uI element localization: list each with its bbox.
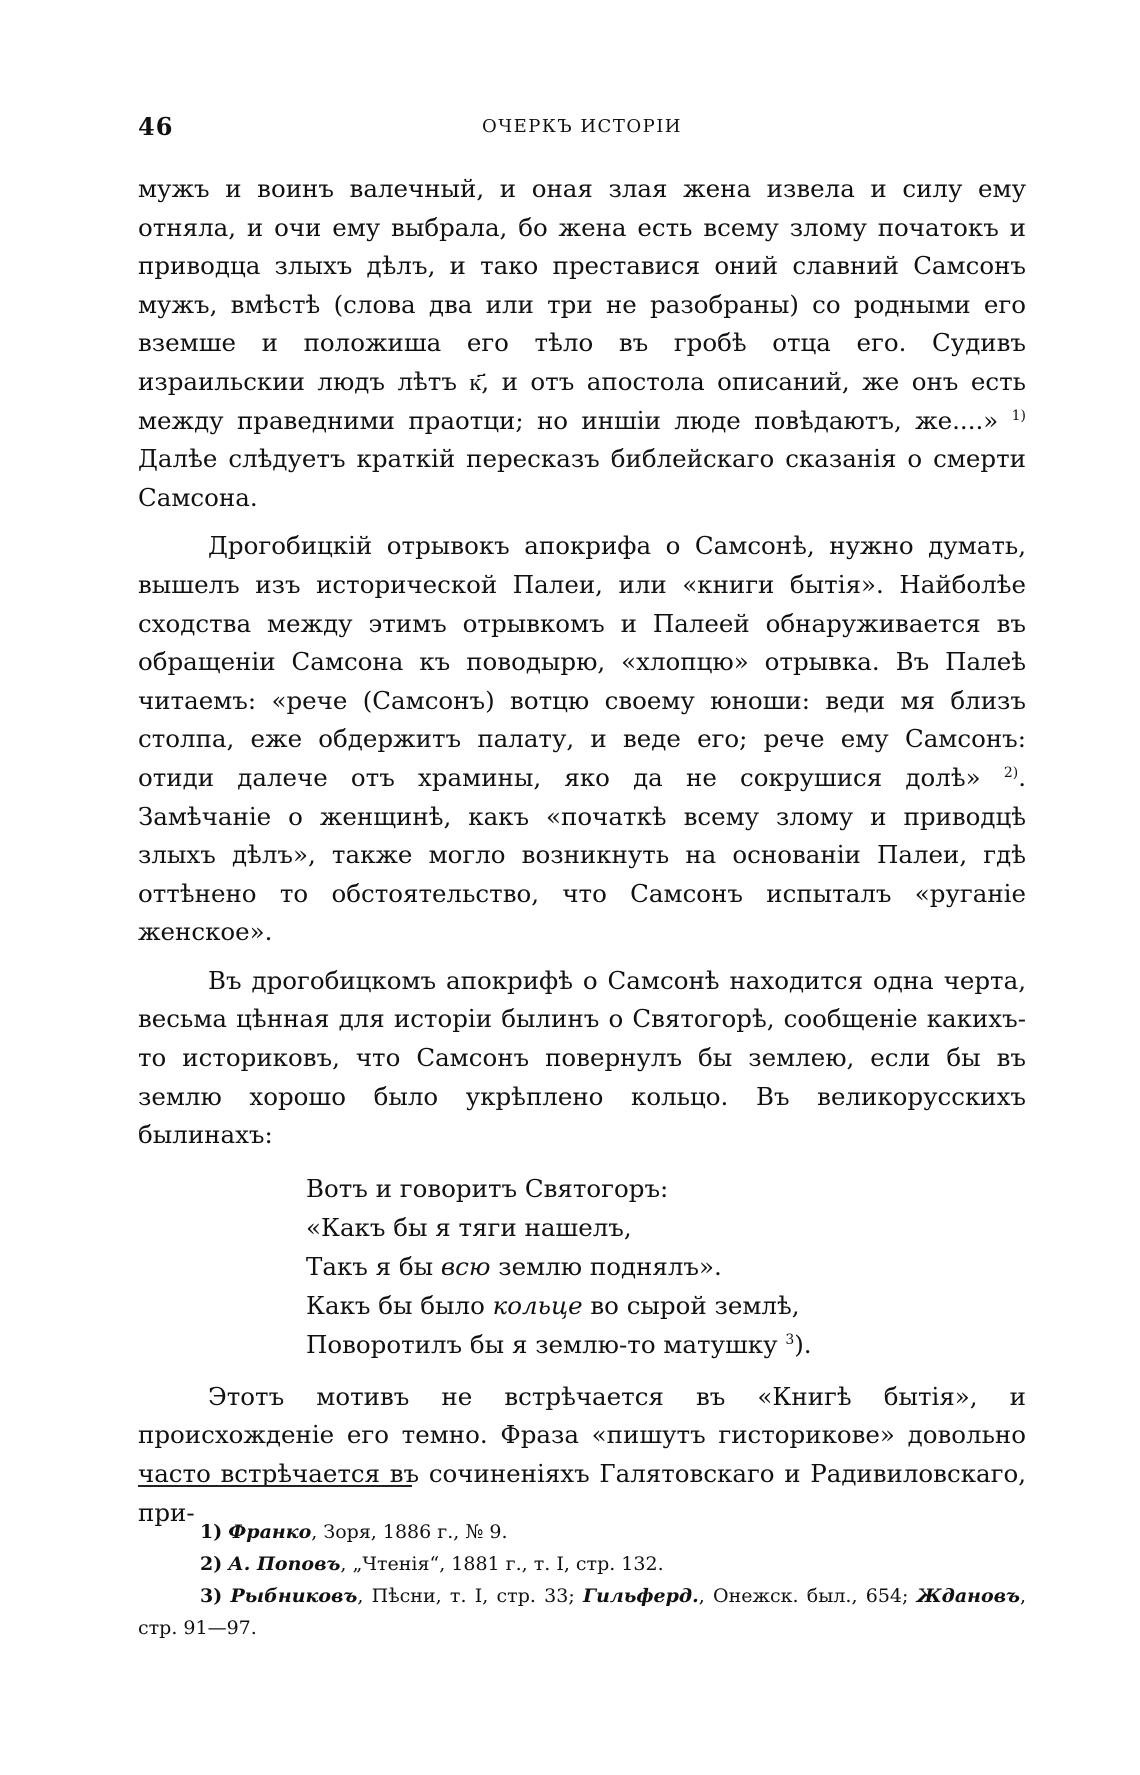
footnote-ref-3: 3 (785, 1331, 795, 1348)
paragraph-3: Въ дрогобицкомъ апокрифѣ о Самсонѣ находится одна черта, весьма цѣнная для исторіи былинъ о Святогорѣ, сообщеніе какихъ-то историковъ, что Самсонъ повернулъ бы землею, если бы въ землю хорошо было укрѣплено кольцо. Въ великорусскихъ былинахъ: (138, 965, 1026, 1150)
paragraph-2-text-a: Дрогобицкій отрывокъ апокрифа о Самсонѣ, нужно думать, вышелъ изъ исторической Палеи, или «книги бытія». Найболѣе сходства между этимъ отрывкомъ и Палеей обнаруживается въ обращеніи Самсона къ поводырю, «хлопцю» отрывка. Въ Палеѣ читаемъ: «рече (Самсонъ) вотцю своему юноши: веди мя близъ столпа, еже обдержитъ палату, и веде его; рече ему Самсонъ: отиди далече отъ храмины, яко да не сокрушися долѣ» (138, 531, 1026, 792)
footnote-2-mark: 2 (200, 1553, 214, 1575)
footnote-ref-2: 2) (1003, 764, 1019, 781)
poem-line-3 (306, 1247, 1026, 1286)
poem-quote (306, 1169, 1026, 1364)
footnotes (138, 1516, 1026, 1644)
footnote-3-mark: 3 (200, 1585, 214, 1607)
footnote-ref-1: 1) (1011, 407, 1026, 424)
running-title: ОЧЕРКЪ ИСТОРІИ (481, 116, 683, 137)
poem-line-3-a: Такъ я бы (306, 1251, 441, 1281)
poem-line-1: Вотъ и говоритъ Святогоръ: (306, 1173, 669, 1203)
footnote-3-author-3: Ждановъ (916, 1585, 1020, 1607)
footnote-3-author-2: Гильферд. (583, 1585, 699, 1607)
paragraph-2 (138, 527, 1026, 952)
main-text (138, 170, 1026, 1532)
footnote-1-text: , Зоря, 1886 г., № 9. (311, 1521, 508, 1543)
paragraph-1-text: мужъ и воинъ валечный, и оная злая жена извела и силу ему отняла, и очи ему выбрала, бо жена есть всему злому початокъ и приводца злыхъ дѣлъ, и тако преставися оний славний Самсонъ мужъ, вмѣстѣ (слова два или три не разобраны) со родными его вземше и положиша его тѣло въ гробѣ отца его. Судивъ израильскии людъ лѣтъ к҃, и отъ апостола описаний, же онъ есть между праведними праотци; но иншіи люде повѣдаютъ, же....» (138, 174, 1026, 435)
footnote-2: 2) А. Поповъ, „Чтенія“, 1881 г., т. I, стр. 132. (200, 1553, 664, 1575)
footnote-3-text-2: , Онежск. был., 654; (698, 1585, 917, 1607)
footnote-divider (138, 1485, 412, 1487)
poem-line-5 (306, 1325, 1026, 1364)
page-header (138, 112, 1026, 146)
paragraph-2-text-b: . Замѣчаніе о женщинѣ, какъ «початкѣ всему злому и приводцѣ злыхъ дѣлъ», также могло возникнуть на основаніи Палеи, гдѣ оттѣнено то обстоятельство, что Самсонъ испыталъ «руганіе женское». (138, 762, 1026, 947)
poem-line-4 (306, 1286, 1026, 1325)
footnote-3-text-1: , Пѣсни, т. I, стр. 33; (357, 1585, 583, 1607)
poem-line-4-b: во сырой землѣ, (582, 1290, 800, 1320)
poem-line-3-emphasis: всю (440, 1251, 491, 1281)
footnote-3: 3) Рыбниковъ, Пѣсни, т. I, стр. 33; Гильферд., Онежск. был., 654; Ждановъ, стр. 91—97. (138, 1585, 1027, 1639)
footnote-3-author-1: Рыбниковъ (230, 1585, 358, 1607)
footnote-1-author: Франко (228, 1521, 312, 1543)
footnote-2-text: , „Чтенія“, 1881 г., т. I, стр. 132. (340, 1553, 664, 1575)
poem-line-5-text: Поворотилъ бы я землю-то матушку (306, 1329, 778, 1359)
footnote-2-author: А. Поповъ (228, 1553, 341, 1575)
page-number: 46 (138, 112, 174, 141)
paragraph-4: Этотъ мотивъ не встрѣчается въ «Книгѣ бытія», и происхожденіе его темно. Фраза «пишутъ гисторикове» довольно часто встрѣчается въ сочиненіяхъ Галятовскаго и Радивиловскаго, при- (138, 1381, 1026, 1527)
poem-line-4-a: Какъ бы было (306, 1290, 493, 1320)
footnote-1-mark: 1 (200, 1521, 214, 1543)
footnote-1: 1) Франко, Зоря, 1886 г., № 9. (200, 1521, 508, 1543)
paragraph-1-end: Далѣе слѣдуетъ краткій пересказъ библейскаго сказанія о смерти Самсона. (138, 444, 1026, 512)
poem-line-5-end: ). (794, 1329, 812, 1359)
poem-line-2: «Какъ бы я тяги нашелъ, (306, 1212, 632, 1242)
paragraph-1 (138, 170, 1026, 517)
footnote-3-text-3: , стр. 91—97. (138, 1585, 1027, 1639)
poem-line-3-b: землю поднялъ». (490, 1251, 722, 1281)
poem-line-4-emphasis: кольце (492, 1290, 583, 1320)
